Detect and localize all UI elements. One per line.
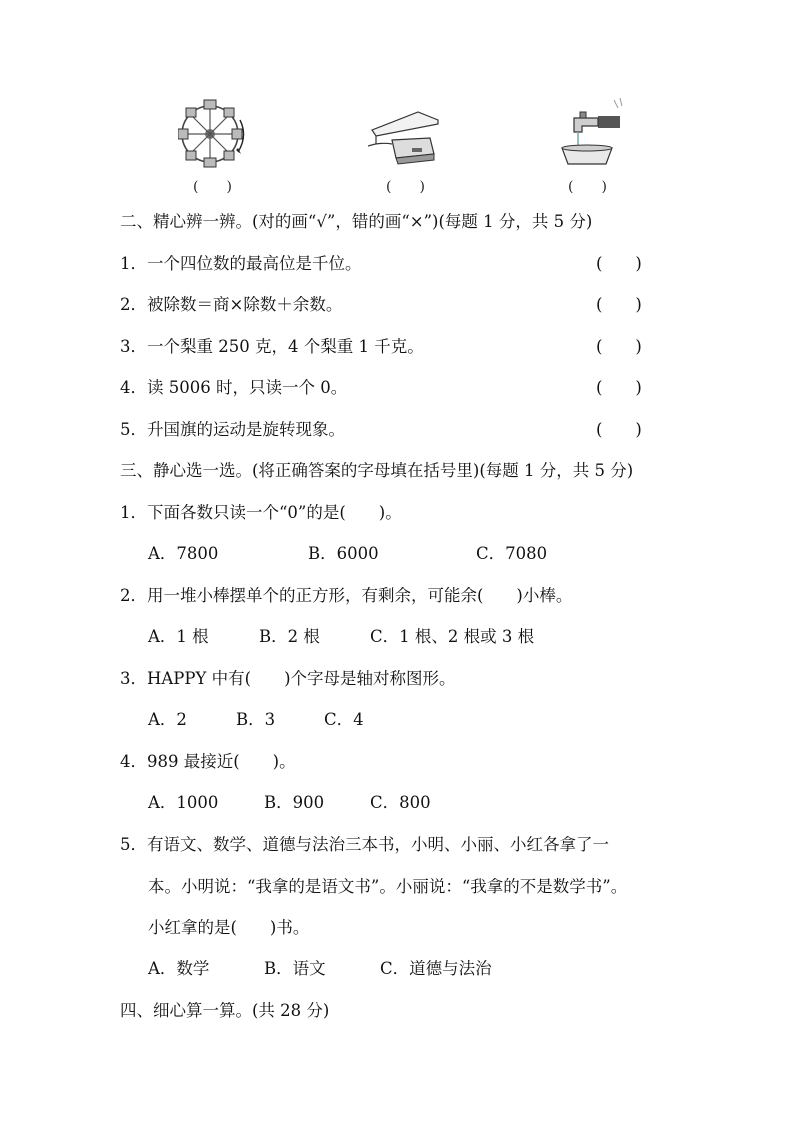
q1-option-a[interactable]: A．7800 [148, 544, 219, 563]
ferris-wheel-picture [178, 98, 250, 172]
choice-question-1: 1．下面各数只读一个“0”的是( )。 [120, 503, 402, 522]
choice-question-5-line3: 小红拿的是( )书。 [148, 918, 310, 937]
choice-question-5-line2: 本。小明说：“我拿的是语文书”。小丽说：“我拿的不是数学书”。 [148, 877, 628, 896]
drawer-picture [368, 110, 440, 168]
choice-question-4: 4．989 最接近( )。 [120, 752, 296, 771]
q5-option-b[interactable]: B．语文 [264, 959, 326, 978]
q1-option-b[interactable]: B．6000 [308, 544, 379, 563]
section4-title: 四、细心算一算。(共 28 分) [120, 1001, 330, 1020]
water-tap-picture [558, 98, 628, 170]
choice-question-2: 2．用一堆小棒摆单个的正方形，有剩余，可能余( )小棒。 [120, 586, 573, 605]
choice-question-3: 3．HAPPY 中有( )个字母是轴对称图形。 [120, 669, 456, 688]
q3-option-a[interactable]: A．2 [148, 710, 187, 729]
tap-icon [558, 98, 628, 170]
q5-option-a[interactable]: A．数学 [148, 959, 210, 978]
q2-option-a[interactable]: A．1 根 [148, 627, 209, 646]
section3-title: 三、静心选一选。(将正确答案的字母填在括号里)(每题 1 分，共 5 分) [120, 461, 634, 480]
judge-bracket-5[interactable]: ( ) [596, 420, 642, 439]
judge-bracket-1[interactable]: ( ) [596, 254, 642, 273]
picture-answer-paren-3[interactable]: ( ) [568, 179, 607, 195]
drawer-icon [368, 110, 440, 168]
judge-item-2: 2．被除数＝商×除数＋余数。 [120, 295, 343, 314]
judge-item-5: 5．升国旗的运动是旋转现象。 [120, 420, 345, 439]
q2-option-c[interactable]: C．1 根、2 根或 3 根 [370, 627, 535, 646]
q4-option-a[interactable]: A．1000 [148, 793, 219, 812]
judge-item-4: 4．读 5006 时，只读一个 0。 [120, 378, 348, 397]
q2-option-b[interactable]: B．2 根 [259, 627, 320, 646]
q3-option-c[interactable]: C．4 [324, 710, 364, 729]
section2-title: 二、精心辨一辨。(对的画“√”，错的画“×”)(每题 1 分，共 5 分) [120, 212, 593, 231]
q1-option-c[interactable]: C．7080 [476, 544, 548, 563]
q4-option-b[interactable]: B．900 [264, 793, 325, 812]
judge-bracket-4[interactable]: ( ) [596, 378, 642, 397]
q4-option-c[interactable]: C．800 [370, 793, 431, 812]
picture-answer-paren-1[interactable]: ( ) [193, 179, 232, 195]
judge-bracket-3[interactable]: ( ) [596, 337, 642, 356]
q5-option-c[interactable]: C．道德与法治 [380, 959, 492, 978]
q3-option-b[interactable]: B．3 [236, 710, 276, 729]
ferris-wheel-icon [178, 98, 250, 172]
judge-item-3: 3．一个梨重 250 克，4 个梨重 1 千克。 [120, 337, 424, 356]
picture-answer-paren-2[interactable]: ( ) [386, 179, 425, 195]
judge-bracket-2[interactable]: ( ) [596, 295, 642, 314]
choice-question-5-line1: 5．有语文、数学、道德与法治三本书，小明、小丽、小红各拿了一 [120, 835, 609, 854]
judge-item-1: 1．一个四位数的最高位是千位。 [120, 254, 362, 273]
